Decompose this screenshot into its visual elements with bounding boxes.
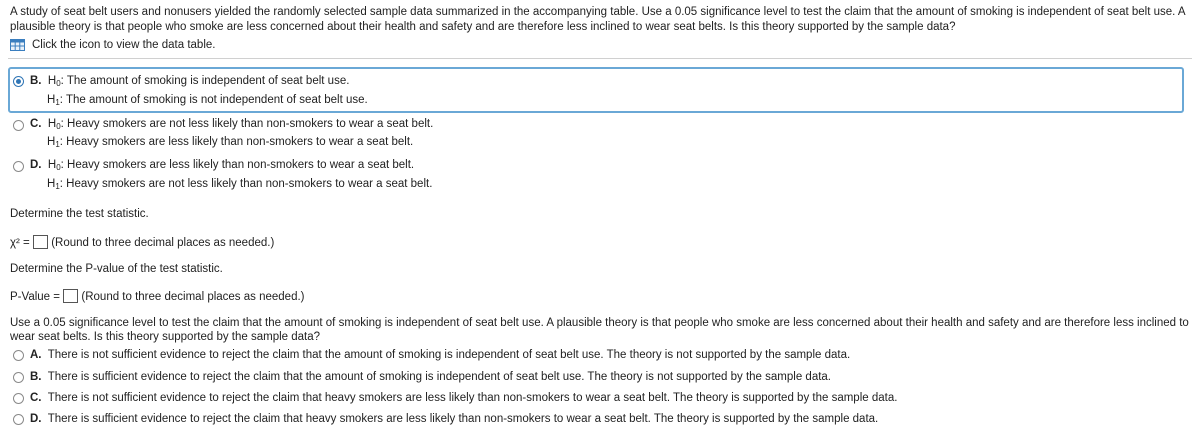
conclusion-option-d[interactable]: D. There is sufficient evidence to reject the claim that heavy smokers are less likely than non-smokers to wear a seat belt. The theory is supported by the sample data.: [30, 413, 879, 425]
hypothesis-radio-b[interactable]: [13, 76, 24, 87]
divider: [8, 58, 1192, 59]
p-value-input[interactable]: [63, 289, 78, 303]
conclusion-radio-b[interactable]: [13, 372, 24, 383]
hypothesis-option-d-h1: $H_1$: Heavy smokers are not less likely than non-smokers to wear a seat belt.: [47, 178, 433, 191]
question-text: A study of seat belt users and nonusers yielded the randomly selected sample data summarized in the accompanying table. Use a 0.05 significance level to test the claim that the amount of smoking is independent of seat belt use. A plausible theory is that people who smoke are less concerned about their health and safety and are therefore less inclined to wear seat belts. Is this theory supported by the sample data?: [10, 6, 1185, 33]
p-value-label: P-Value =: [10, 291, 60, 303]
hypothesis-option-b-h1: $H_1$: The amount of smoking is not independent of seat belt use.: [47, 94, 368, 107]
conclusion-radio-c[interactable]: [13, 393, 24, 404]
table-icon[interactable]: [10, 39, 25, 51]
conclusion-radio-d[interactable]: [13, 414, 24, 425]
hypothesis-option-b-h0[interactable]: B. $H_0$: The amount of smoking is independent of seat belt use.: [30, 75, 350, 88]
p-value-prompt: Determine the P-value of the test statistic.: [10, 263, 223, 275]
conclusion-option-b[interactable]: B. There is sufficient evidence to reject the claim that the amount of smoking is independent of seat belt use. The theory is not supported by the sample data.: [30, 371, 831, 383]
conclusion-prompt: Use a 0.05 significance level to test the claim that the amount of smoking is independent of seat belt use. A plausible theory is that people who smoke are less concerned about their health and safety and are therefore less inclined to wear seat belts. Is this theory supported by the sample data?: [10, 317, 1189, 343]
data-table-link[interactable]: [10, 39, 215, 51]
data-table-link-label[interactable]: Click the icon to view the data table.: [32, 39, 216, 51]
test-statistic-input[interactable]: [33, 235, 48, 249]
p-value-hint: (Round to three decimal places as needed.): [81, 291, 305, 303]
hypothesis-option-c-h0[interactable]: C. $H_0$: Heavy smokers are not less likely than non-smokers to wear a seat belt.: [30, 118, 434, 131]
test-statistic-prompt: Determine the test statistic.: [10, 208, 149, 220]
hypothesis-option-d-h0[interactable]: D. $H_0$: Heavy smokers are less likely than non-smokers to wear a seat belt.: [30, 159, 415, 172]
hypothesis-radio-d[interactable]: [13, 161, 24, 172]
test-statistic-row: [10, 235, 274, 249]
conclusion-radio-a[interactable]: [13, 350, 24, 361]
conclusion-option-a[interactable]: A. There is not sufficient evidence to reject the claim that the amount of smoking is independent of seat belt use. The theory is not supported by the sample data.: [30, 349, 851, 361]
p-value-row: [10, 289, 305, 303]
test-statistic-hint: (Round to three decimal places as needed.): [51, 237, 275, 249]
hypothesis-radio-c[interactable]: [13, 120, 24, 131]
conclusion-option-c[interactable]: C. There is not sufficient evidence to reject the claim that heavy smokers are less likely than non-smokers to wear a seat belt. The theory is supported by the sample data.: [30, 392, 898, 404]
chi-square-label: χ² =: [10, 237, 30, 249]
hypothesis-option-c-h1: $H_1$: Heavy smokers are less likely than non-smokers to wear a seat belt.: [47, 136, 414, 149]
